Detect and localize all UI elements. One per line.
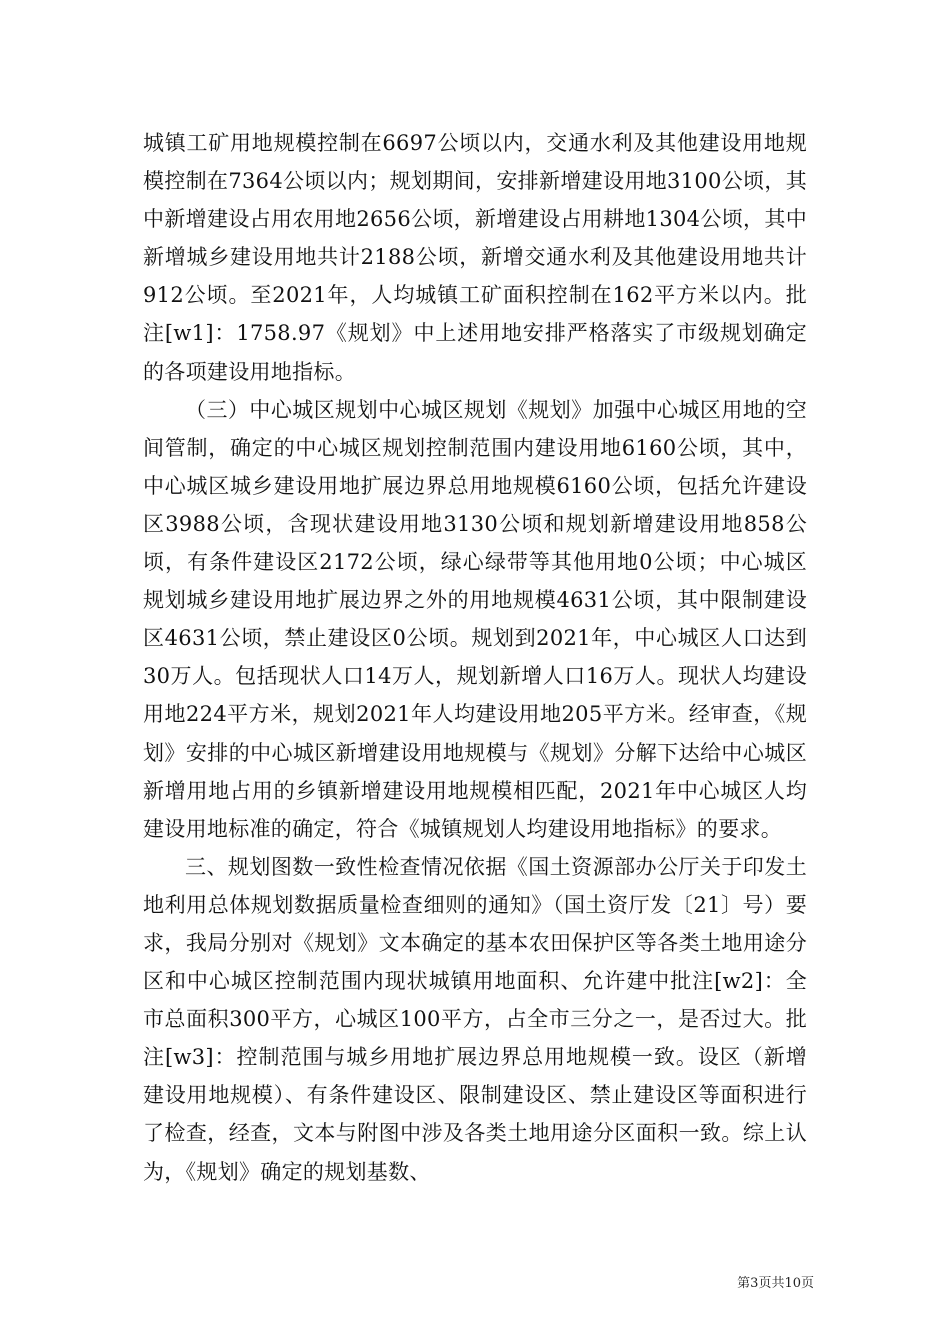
body-text [143, 124, 807, 1191]
paragraph-map-data-consistency: 三、规划图数一致性检查情况依据《国土资源部办公厅关于印发土地利用总体规划数据质量检查细则的通知》（国土资厅发〔21〕号）要求，我局分别对《规划》文本确定的基本农田保护区等各类土地用途分区和中心城区控制范围内现状城镇用地面积、允许建中批注[w2]：全市总面积300平方，心城区100平方，占全市三分之一，是否过大。批注[w3]：控制范围与城乡用地扩展边界总用地规模一致。设区（新增建设用地规模）、有条件建设区、限制建设区、禁止建设区等面积进行了检查，经查，文本与附图中涉及各类土地用途分区面积一致。综上认为，《规划》确定的规划基数、 [143, 854, 807, 1184]
page-number-footer: 第3页共10页 [737, 1276, 814, 1291]
paragraph-land-use-scale: 城镇工矿用地规模控制在6697公顷以内，交通水利及其他建设用地规模控制在7364公顷以内；规划期间，安排新增建设用地3100公顷，其中新增建设占用农用地2656公顷，新增建设占用耕地1304公顷，其中新增城乡建设用地共计2188公顷，新增交通水利及其他建设用地共计912公顷。至2021年，人均城镇工矿面积控制在162平方米以内。批注[w1]：1758.97《规划》中上述用地安排严格落实了市级规划确定的各项建设用地指标。 [143, 131, 807, 384]
paragraph-central-district-planning: （三）中心城区规划中心城区规划《规划》加强中心城区用地的空间管制，确定的中心城区规划控制范围内建设用地6160公顷，其中，中心城区城乡建设用地扩展边界总用地规模6160公顷，包括允许建设区3988公顷，含现状建设用地3130公顷和规划新增建设用地858公顷，有条件建设区2172公顷，绿心绿带等其他用地0公顷；中心城区规划城乡建设用地扩展边界之外的用地规模4631公顷，其中限制建设区4631公顷，禁止建设区0公顷。规划到2021年，中心城区人口达到30万人。包括现状人口14万人，规划新增人口16万人。现状人均建设用地224平方米，规划2021年人均建设用地205平方米。经审查，《规划》安排的中心城区新增建设用地规模与《规划》分解下达给中心城区新增用地占用的乡镇新增建设用地规模相匹配，2021年中心城区人均建设用地标准的确定，符合《城镇规划人均建设用地指标》的要求。 [143, 397, 807, 841]
